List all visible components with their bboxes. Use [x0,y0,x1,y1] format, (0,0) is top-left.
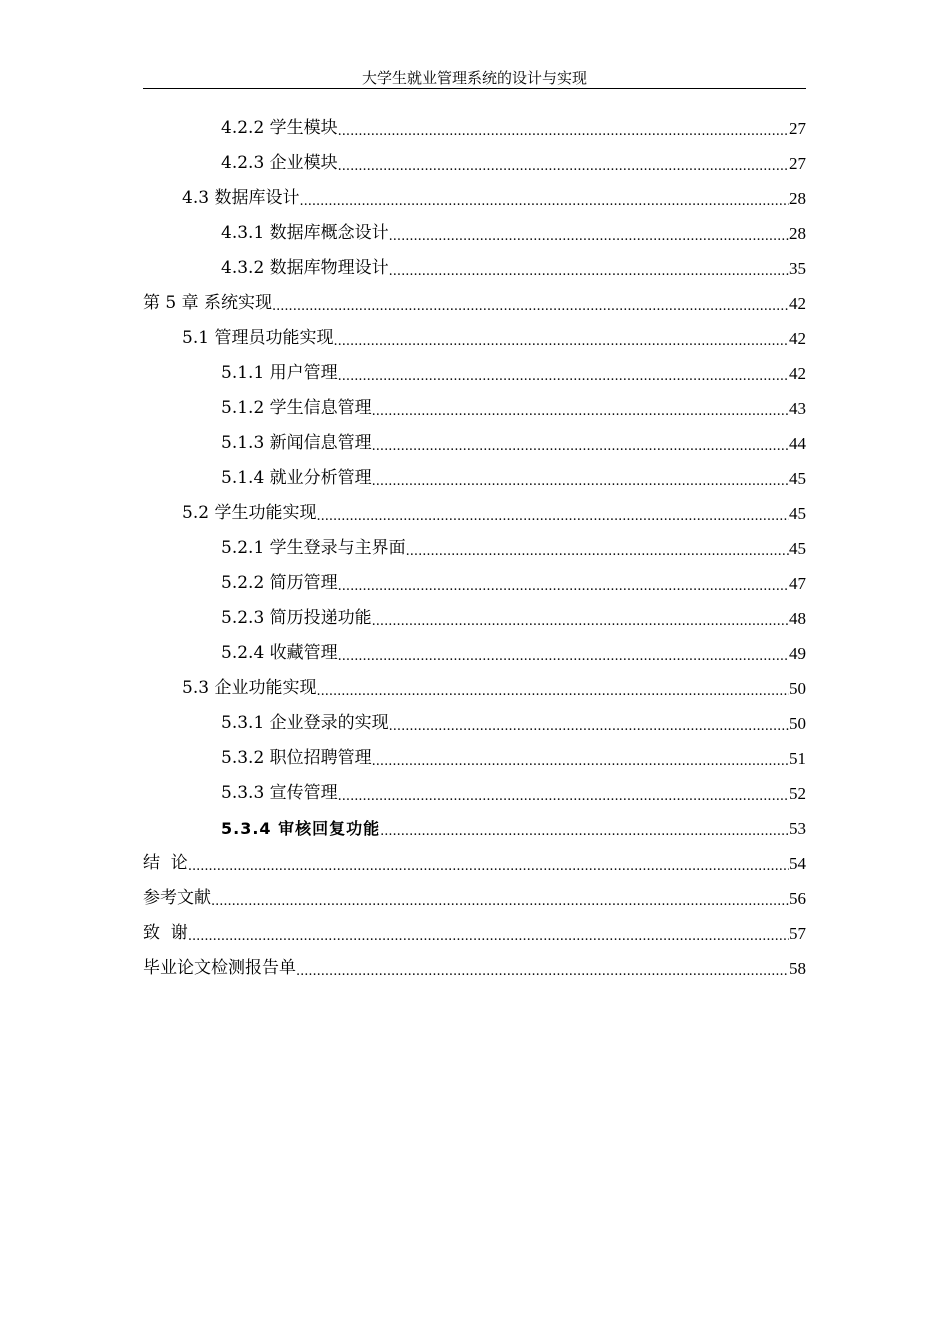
toc-entry[interactable] [143,181,806,216]
toc-entry[interactable] [143,566,806,601]
toc-dot-leader [380,811,789,846]
toc-entry[interactable] [143,391,806,426]
toc-dot-leader [372,391,789,426]
toc-entry[interactable] [143,636,806,671]
toc-page-number: 51 [789,749,806,768]
toc-entry-title: 5.2.4 收藏管理 [221,643,338,663]
toc-entry-title: 5.2.2 简历管理 [221,573,338,593]
toc-page-number: 42 [789,329,806,348]
toc-entry[interactable] [143,251,806,286]
toc-entry-title: 5.3.3 宣传管理 [221,783,338,803]
toc-entry-title: 5.2 学生功能实现 [182,503,317,523]
toc-dot-leader [338,146,789,181]
toc-dot-leader [316,671,789,706]
toc-entry[interactable] [143,881,806,916]
toc-entry[interactable] [143,951,806,986]
toc-entry-title: 4.3 数据库设计 [182,188,300,208]
toc-entry[interactable] [143,776,806,811]
toc-page-number: 44 [789,434,806,453]
toc-entry-title: 致 谢 [143,923,188,943]
toc-page-number: 27 [789,119,806,138]
toc-dot-leader [316,496,789,531]
toc-dot-leader [406,531,789,566]
toc-entry[interactable] [143,846,806,881]
toc-dot-leader [211,881,789,916]
toc-page-number: 48 [789,609,806,628]
toc-entry[interactable] [143,111,806,146]
toc-entry-title: 5.3 企业功能实现 [182,678,317,698]
toc-entry-title: 毕业论文检测报告单 [143,958,296,978]
toc-entry-title: 5.3.2 职位招聘管理 [221,748,372,768]
toc-entry-title: 参考文献 [143,888,211,908]
toc-page-number: 45 [789,504,806,523]
toc-entry[interactable] [143,146,806,181]
toc-dot-leader [338,776,789,811]
toc-dot-leader [296,951,789,986]
toc-dot-leader [338,111,789,146]
toc-entry-title: 5.1.4 就业分析管理 [221,468,372,488]
toc-page-number: 45 [789,469,806,488]
page-header: 大学生就业管理系统的设计与实现 [143,68,806,89]
toc-dot-leader [338,636,789,671]
toc-page-number: 50 [789,679,806,698]
toc-entry-title: 5.1.3 新闻信息管理 [221,433,372,453]
toc-entry[interactable] [143,461,806,496]
toc-entry-title: 结 论 [143,853,188,873]
toc-dot-leader [372,601,789,636]
toc-entry[interactable] [143,216,806,251]
toc-dot-leader [188,916,789,951]
toc-page-number: 58 [789,959,806,978]
toc-entry[interactable] [143,356,806,391]
toc-entry-title: 5.1 管理员功能实现 [182,328,334,348]
toc-page-number: 42 [789,294,806,313]
toc-page-number: 57 [789,924,806,943]
toc-entry-title: 第 5 章 系统实现 [143,293,273,313]
toc-entry[interactable] [143,601,806,636]
toc-dot-leader [372,426,789,461]
toc-entry-title: 4.2.3 企业模块 [221,153,338,173]
toc-page-number: 50 [789,714,806,733]
toc-entry-title: 4.3.1 数据库概念设计 [221,223,389,243]
toc-dot-leader [272,286,789,321]
toc-page-number: 28 [789,189,806,208]
toc-dot-leader [333,321,789,356]
toc-entry[interactable] [143,706,806,741]
toc-page-number: 28 [789,224,806,243]
toc-page-number: 53 [789,819,806,838]
toc-page-number: 42 [789,364,806,383]
toc-entry[interactable] [143,811,806,846]
toc-dot-leader [372,741,789,776]
toc-entry-title: 5.2.3 简历投递功能 [221,608,372,628]
toc-page-number: 54 [789,854,806,873]
toc-dot-leader [188,846,789,881]
toc-entry[interactable] [143,741,806,776]
toc-page-number: 27 [789,154,806,173]
toc-entry-title: 5.3.1 企业登录的实现 [221,713,389,733]
toc-entry-title: 4.3.2 数据库物理设计 [221,258,389,278]
toc-entry-title: 5.3.4 审核回复功能 [221,819,381,838]
toc-entry-title: 5.1.2 学生信息管理 [221,398,372,418]
toc-entry[interactable] [143,496,806,531]
toc-page-number: 52 [789,784,806,803]
toc-dot-leader [338,356,789,391]
toc-dot-leader [389,216,789,251]
toc-page-number: 35 [789,259,806,278]
toc-dot-leader [372,461,789,496]
toc-entry-title: 5.1.1 用户管理 [221,363,338,383]
toc-entry[interactable] [143,531,806,566]
toc-page-number: 45 [789,539,806,558]
toc-entry-title: 4.2.2 学生模块 [221,118,338,138]
toc-dot-leader [389,251,789,286]
toc-page-number: 47 [789,574,806,593]
toc-entry-title: 5.2.1 学生登录与主界面 [221,538,406,558]
toc-dot-leader [338,566,789,601]
toc-dot-leader [389,706,789,741]
toc-entry[interactable] [143,426,806,461]
table-of-contents [143,111,806,986]
toc-entry[interactable] [143,321,806,356]
toc-page-number: 56 [789,889,806,908]
toc-entry[interactable] [143,286,806,321]
toc-entry[interactable] [143,916,806,951]
toc-dot-leader [299,181,789,216]
toc-entry[interactable] [143,671,806,706]
toc-page-number: 49 [789,644,806,663]
toc-page-number: 43 [789,399,806,418]
